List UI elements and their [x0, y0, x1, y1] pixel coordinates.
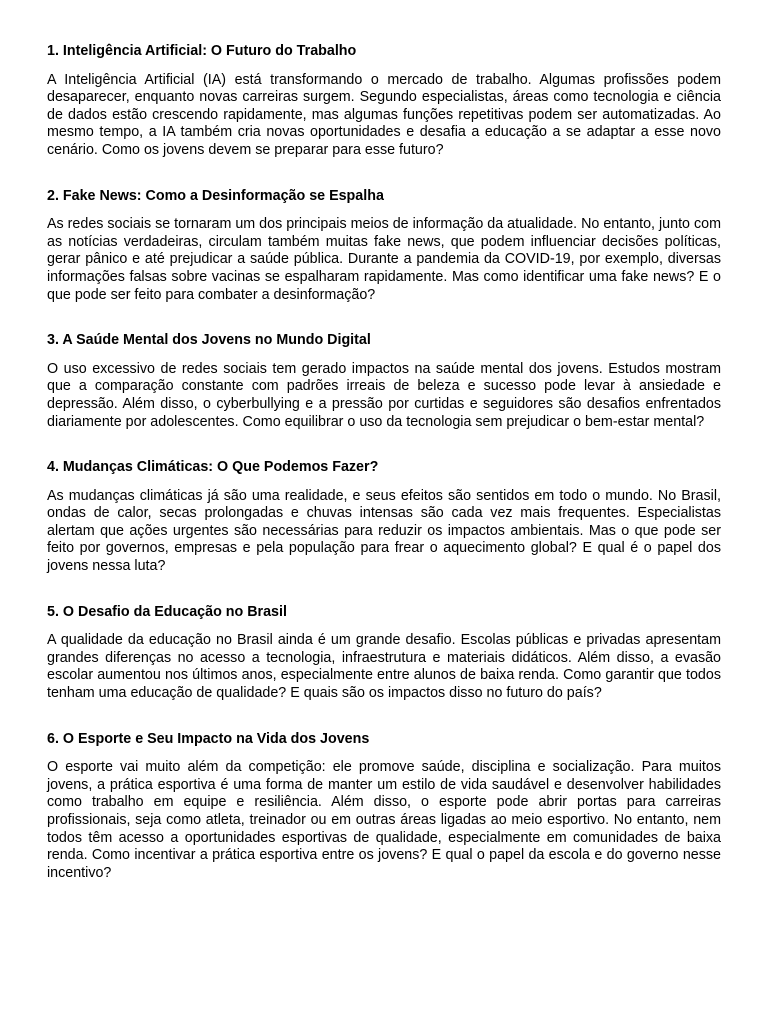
section-paragraph: O esporte vai muito além da competição: ele promove saúde, disciplina e socialização. Para muitos jovens, a prática esportiva é uma forma de manter um estilo de vida saudável e desenvolver habilidades como trabalho em equipe e resiliência. Além disso, o esporte pode abrir portas para carreiras profissionais, seja como atleta, treinador ou em outras áreas ligadas ao meio esportivo. No entanto, nem todos têm acesso a oportunidades esportivas de qualidade, especialmente em comunidades de baixa renda. Como incentivar a prática esportiva entre os jovens? E qual o papel da escola e do governo nesse incentivo?	[47, 759, 721, 881]
section-title: 4. Mudanças Climáticas: O Que Podemos Fazer?	[47, 459, 379, 476]
section-title: 3. A Saúde Mental dos Jovens no Mundo Digital	[47, 332, 371, 349]
section-title: 5. O Desafio da Educação no Brasil	[47, 603, 287, 620]
section-paragraph: As mudanças climáticas já são uma realidade, e seus efeitos são sentidos em todo o mundo. No Brasil, ondas de calor, secas prolongadas e chuvas intensas são cada vez mais frequentes. Especialistas alertam que ações urgentes são necessárias para reduzir os impactos ambientais. Mas o que pode ser feito por governos, empresas e pela população para frear o aquecimento global? E qual é o papel dos jovens nessa luta?	[47, 487, 721, 575]
section-sports-impact	[47, 731, 721, 883]
section-youth-mental-health	[47, 332, 721, 431]
section-paragraph: As redes sociais se tornaram um dos principais meios de informação da atualidade. No entanto, junto com as notícias verdadeiras, circulam também muitas fake news, que podem influenciar decisões políticas, gerar pânico e até prejudicar a saúde pública. Durante a pandemia da COVID-19, por exemplo, diversas informações falsas sobre vacinas se espalharam rapidamente. Mas como identificar uma fake news? E o que pode ser feito para combater a desinformação?	[47, 216, 721, 303]
section-paragraph: O uso excessivo de redes sociais tem gerado impactos na saúde mental dos jovens. Estudos mostram que a comparação constante com padrões irreais de beleza e sucesso pode levar à ansiedade e depressão. Além disso, o cyberbullying e a pressão por curtidas e seguidores são desafios enfrentados diariamente por adolescentes. Como equilibrar o uso da tecnologia sem prejudicar o bem-estar mental?	[47, 360, 721, 430]
section-title: 6. O Esporte e Seu Impacto na Vida dos Jovens	[47, 730, 370, 747]
section-climate-change	[47, 459, 721, 576]
section-title: 1. Inteligência Artificial: O Futuro do Trabalho	[47, 43, 357, 59]
section-ai-future-of-work	[47, 43, 721, 160]
section-fake-news	[47, 188, 721, 305]
section-education-challenge	[47, 604, 721, 703]
section-paragraph: A qualidade da educação no Brasil ainda é um grande desafio. Escolas públicas e privadas apresentam grandes diferenças no acesso a tecnologia, infraestrutura e materiais didáticos. Além disso, a evasão escolar aumentou nos últimos anos, especialmente entre alunos de baixa renda. Como garantir que todos tenham uma educação de qualidade? E quais são os impactos disso no futuro do país?	[47, 632, 721, 702]
section-title: 2. Fake News: Como a Desinformação se Espalha	[47, 187, 384, 204]
section-paragraph: A Inteligência Artificial (IA) está transformando o mercado de trabalho. Algumas profissões podem desaparecer, enquanto novas carreiras surgem. Segundo especialistas, áreas como tecnologia e ciência de dados estão crescendo rapidamente, mas algumas funções repetitivas podem ser automatizadas. Ao mesmo tempo, a IA também cria novas oportunidades e desafia a educação a se adaptar a esse novo cenário. Como os jovens devem se preparar para esse futuro?	[47, 71, 721, 158]
